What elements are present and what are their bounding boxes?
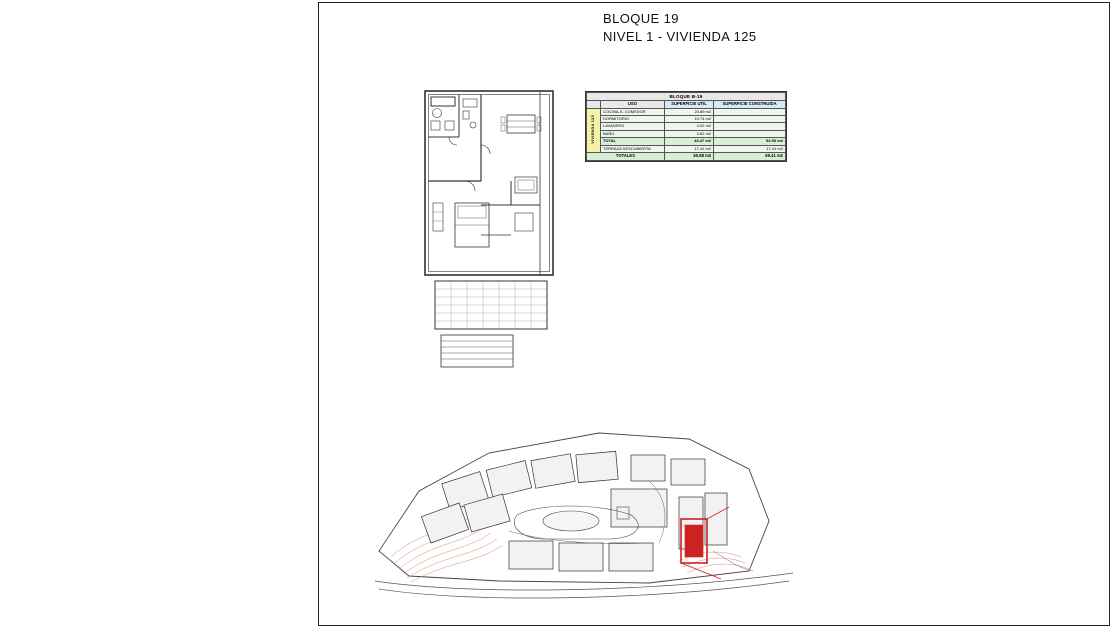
site-plan-drawing xyxy=(349,411,809,601)
areas-group-label: VIVIENDA 125 xyxy=(587,108,601,152)
table-row: VIVIENDA 125 COCINA-S. COMEDOR 24.89 m2 xyxy=(587,108,786,115)
table-row: LAVADERO 4.02 m2 xyxy=(587,123,786,130)
areas-col-construida: SUPERFICIE CONSTRUIDA xyxy=(714,101,786,109)
table-row-grand-total: TOTALES 60.88 m2 69.41 m2 xyxy=(587,153,786,161)
areas-table-block-header: BLOQUE B-19 xyxy=(587,93,786,101)
table-row: BAÑO 3.82 m2 xyxy=(587,130,786,137)
floor-plan-drawing xyxy=(419,85,587,381)
areas-table xyxy=(585,91,787,162)
table-row-total: TOTAL 43.47 m2 52.00 m2 xyxy=(587,138,786,145)
drawing-sheet xyxy=(318,2,1110,626)
areas-col-util: SUPERFICIE UTIL xyxy=(664,101,713,109)
table-row: TERRAZA DESCUBIERTA 17.41 m2 17.41 m2 xyxy=(587,145,786,152)
title-block xyxy=(603,11,1083,44)
areas-col-use: USO xyxy=(601,101,665,109)
page-subtitle: NIVEL 1 - VIVIENDA 125 xyxy=(603,29,757,44)
table-row: DORMITORIO 10.74 m2 xyxy=(587,116,786,123)
page-title: BLOQUE 19 xyxy=(603,11,679,26)
